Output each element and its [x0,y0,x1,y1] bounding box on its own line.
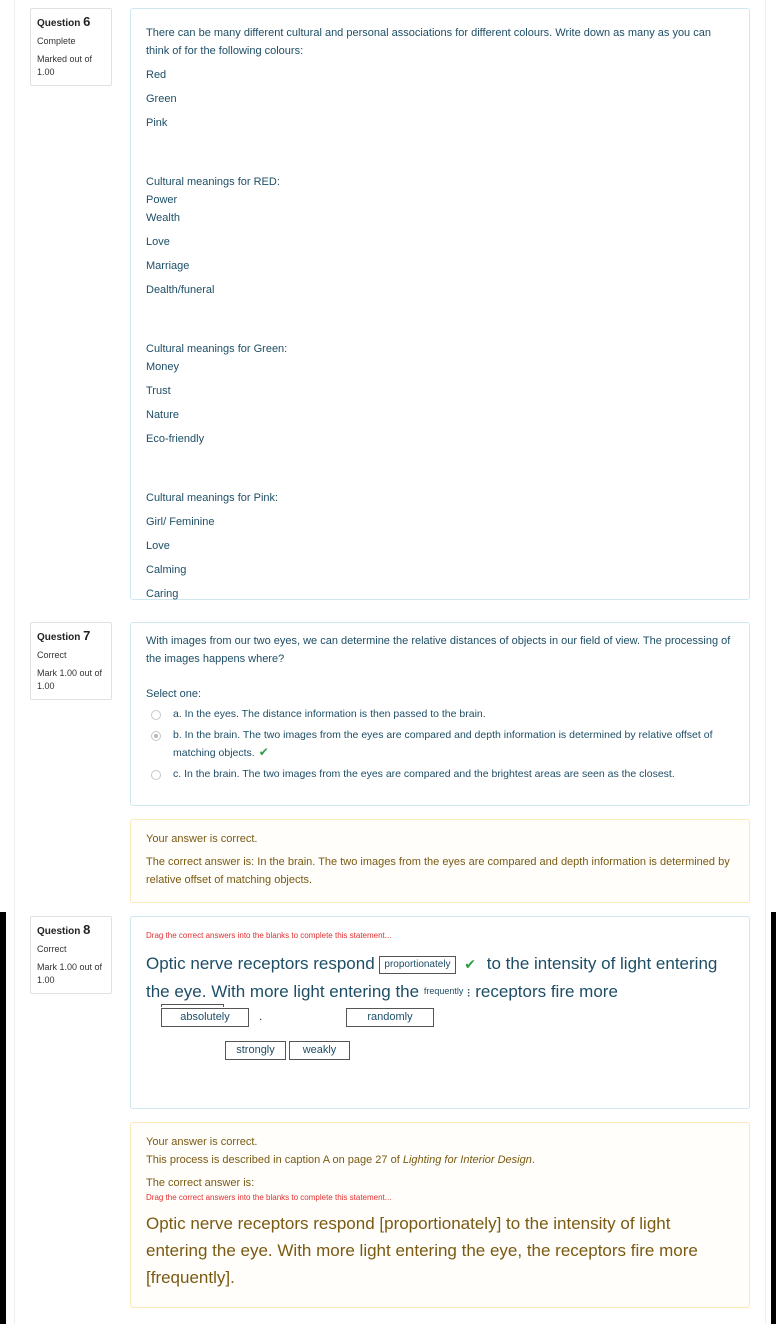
drag-choice-randomly[interactable]: randomly [346,1008,434,1027]
question-prompt: With images from our two eyes, we can determine the relative distances of objects in our field of view. The processing of the images happens where? [146,635,731,665]
page-left-border [14,0,15,1324]
question-8-feedback [130,1122,750,1308]
answer-item: Eco-friendly [146,433,205,445]
question-state: Correct [37,650,67,660]
answer-item: Nature [146,409,180,421]
answer-item: Trust [146,385,171,397]
answer-item: Love [146,236,170,248]
correct-sentence: Optic nerve receptors respond [proportionately] to the intensity of light entering the eye. With more light entering the eye, the receptors fire more [frequently]. [146,1214,698,1287]
drop-zone-2[interactable]: frequently [423,986,464,996]
sentence-part: to the intensity of light entering the eye. With more light entering the [146,954,718,1001]
radio-button[interactable] [151,770,161,780]
trailing-period: . [259,1009,263,1023]
correct-answer-label: The correct answer is: [146,1177,255,1189]
answer-option-b[interactable] [146,727,735,762]
screen-edge-right [771,912,776,1324]
question-6-info [30,8,112,86]
question-grade: Mark 1.00 out of 1.00 [37,668,103,691]
drag-stack-edge [161,1004,224,1007]
question-state: Complete [37,36,76,46]
option-text: c. In the brain. The two images from the eyes are compared and the brightest areas are seen as the closest. [173,768,675,780]
drop-zone-1[interactable]: proportionately [379,956,455,974]
colour-item: Green [146,93,177,105]
correct-check-icon: ✔ [464,956,477,972]
question-6-formulation [130,8,750,600]
sentence-part: Optic nerve receptors respond [146,954,375,973]
radio-button[interactable] [151,710,161,720]
book-title: Lighting for Interior Design [402,1154,532,1166]
screen-edge-left [0,912,6,1324]
colour-item: Pink [146,117,168,129]
question-prompt: There can be many different cultural and personal associations for different colours. Write down as many as you can think of for the following colours: [146,27,711,57]
answer-item: Love [146,540,170,552]
answer-item: Power [146,194,178,206]
drag-instruction: Drag the correct answers into the blanks to complete this statement... [146,931,392,940]
option-text: a. In the eyes. The distance information is then passed to the brain. [173,708,486,720]
answer-item: Marriage [146,260,190,272]
correct-check-icon: ✔ [258,745,269,759]
drag-choice-weakly[interactable]: weakly [289,1041,350,1060]
drag-choices-area [146,1007,735,1067]
colour-item: Red [146,69,167,81]
feedback-explanation: This process is described in caption A on page 27 of Lighting for Interior Design. [146,1154,535,1166]
answer-item: Wealth [146,212,181,224]
answer-item: Money [146,361,180,373]
radio-button-checked[interactable] [151,731,161,741]
question-number: Question 8 [37,922,91,937]
question-grade: Mark 1.00 out of 1.00 [37,962,103,985]
feedback-status: Your answer is correct. [146,833,258,845]
question-8-formulation [130,916,750,1109]
select-one-label: Select one: [146,688,202,700]
feedback-correct-answer: The correct answer is: In the brain. The two images from the eyes are compared and depth information is determined by relative offset of matching objects. [146,856,730,886]
question-7-formulation [130,622,750,806]
drop-zone-marker: ⁝ [463,986,471,1000]
question-number: Question 7 [37,628,91,643]
answer-item: Calming [146,564,187,576]
essay-answer [146,173,735,603]
question-7-info [30,622,112,700]
answer-item: Dealth/funeral [146,284,215,296]
answer-heading: Cultural meanings for Green: [146,343,288,355]
sentence-part: receptors fire more [475,982,618,1001]
answer-item: Caring [146,588,179,600]
drag-choice-absolutely[interactable]: absolutely [161,1008,249,1027]
drag-choice-strongly[interactable]: strongly [225,1041,286,1060]
question-state: Correct [37,944,67,954]
option-text: b. In the brain. The two images from the eyes are compared and depth information is determined by relative offset of matching objects. ✔ [173,729,713,759]
feedback-instruction: Drag the correct answers into the blanks to complete this statement... [146,1193,392,1202]
answer-heading: Cultural meanings for RED: [146,176,280,188]
answer-option-a[interactable] [146,706,735,723]
feedback-status: Your answer is correct. [146,1136,258,1148]
question-number: Question 6 [37,14,91,29]
answer-heading: Cultural meanings for Pink: [146,492,279,504]
answer-option-c[interactable] [146,766,735,783]
page-right-border [765,0,766,1324]
question-8-info [30,916,112,994]
question-grade: Marked out of 1.00 [37,54,93,77]
question-7-feedback [130,819,750,903]
drag-drop-sentence [146,950,735,1007]
answer-item: Girl/ Feminine [146,516,215,528]
